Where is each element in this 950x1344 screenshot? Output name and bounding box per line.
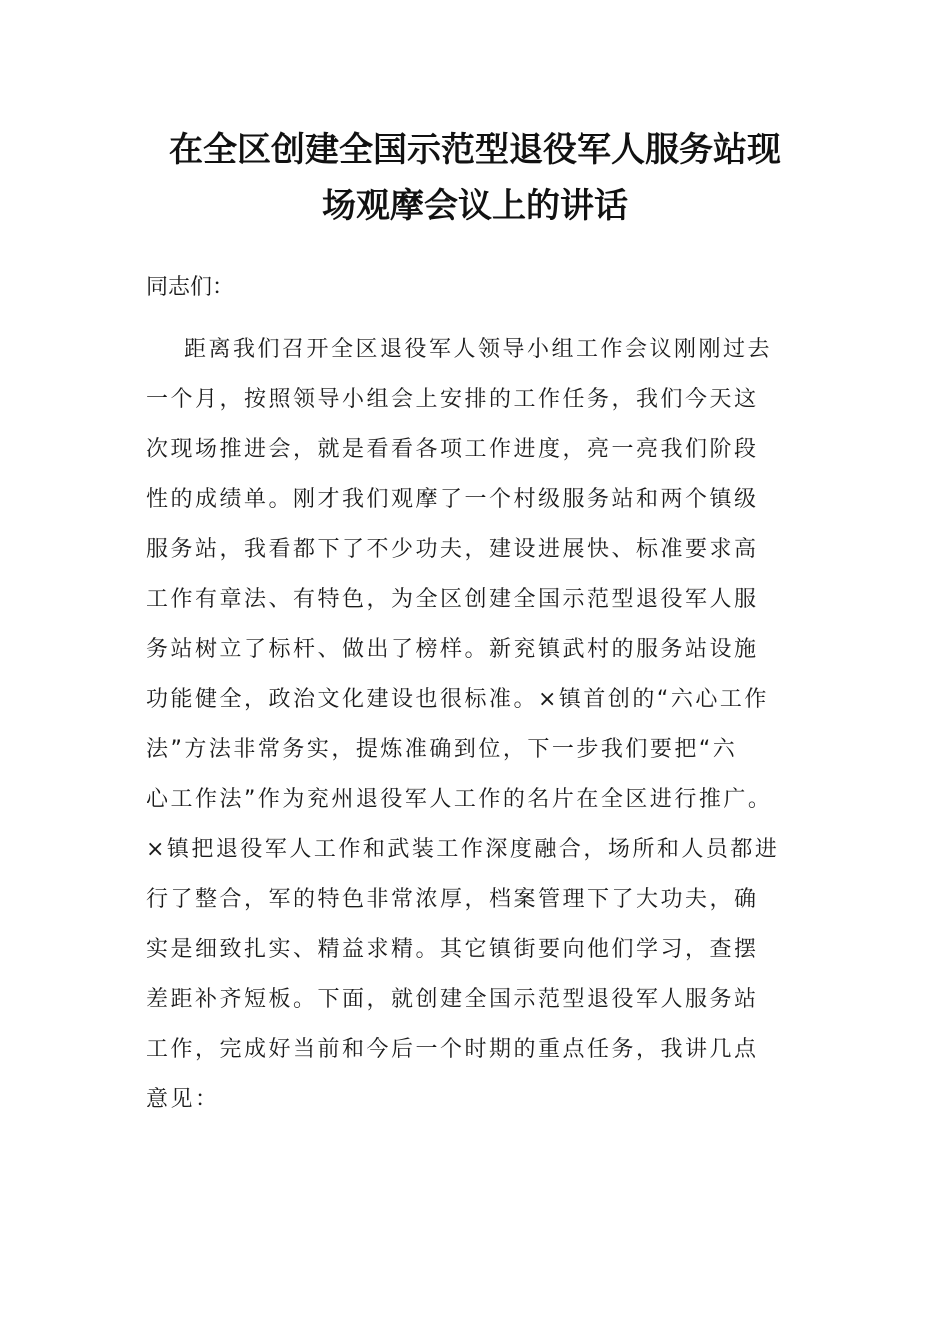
paragraph-line: 差距补齐短板。下面，就创建全国示范型退役军人服务站 xyxy=(146,987,759,1012)
paragraph-line: 务站树立了标杆、做出了榜样。新兖镇武村的服务站设施 xyxy=(146,637,759,662)
document-title xyxy=(120,122,830,234)
salutation: 同志们： xyxy=(146,275,235,300)
paragraph-line: 工作有章法、有特色，为全区创建全国示范型退役军人服 xyxy=(146,587,759,612)
paragraph-line: 性的成绩单。刚才我们观摩了一个村级服务站和两个镇级 xyxy=(146,487,759,512)
paragraph-line: 心工作法”作为兖州退役军人工作的名片在全区进行推广。 xyxy=(146,787,773,812)
paragraph-line: 功能健全，政治文化建设也很标准。×镇首创的“六心工作 xyxy=(146,687,769,712)
paragraph-line: 实是细致扎实、精益求精。其它镇街要向他们学习，查摆 xyxy=(146,937,759,962)
title-line-1: 在全区创建全国示范型退役军人服务站现 xyxy=(169,130,781,170)
paragraph-line: 意见： xyxy=(146,1087,220,1112)
paragraph-line: 次现场推进会，就是看看各项工作进度，亮一亮我们阶段 xyxy=(146,437,759,462)
paragraph-line: 一个月，按照领导小组会上安排的工作任务，我们今天这 xyxy=(146,387,759,412)
paragraph-line: 服务站，我看都下了不少功夫，建设进展快、标准要求高 xyxy=(146,537,759,562)
body-paragraph xyxy=(146,330,836,1130)
paragraph-line: 行了整合，军的特色非常浓厚，档案管理下了大功夫，确 xyxy=(146,887,759,912)
paragraph-line: 距离我们召开全区退役军人领导小组工作会议刚刚过去 xyxy=(184,337,773,362)
title-line-2: 场观摩会议上的讲话 xyxy=(322,186,628,226)
paragraph-line: 法”方法非常务实，提炼准确到位，下一步我们要把“六 xyxy=(146,737,738,762)
paragraph-line: 工作，完成好当前和今后一个时期的重点任务，我讲几点 xyxy=(146,1037,759,1062)
paragraph-line: ×镇把退役军人工作和武装工作深度融合，场所和人员都进 xyxy=(146,837,780,862)
